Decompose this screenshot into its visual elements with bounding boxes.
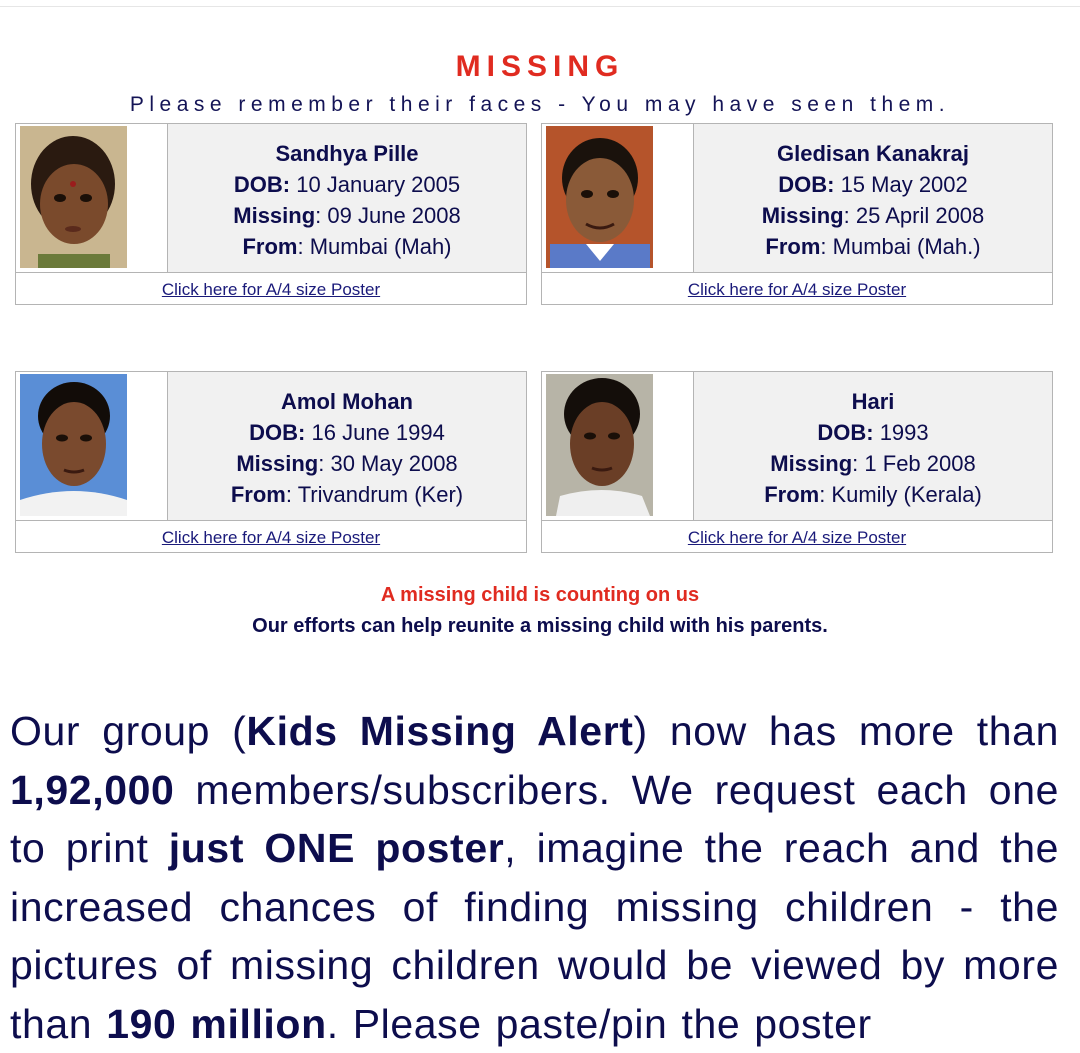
- child-missing-date: Missing: 25 April 2008: [761, 203, 985, 228]
- photo-cell: [542, 124, 694, 272]
- page-subtitle: Please remember their faces - You may have seen them.: [129, 93, 951, 116]
- child-dob: DOB: 15 May 2002: [778, 172, 968, 197]
- child-from: From: Mumbai (Mah.): [765, 234, 981, 259]
- missing-child-card-2: [541, 123, 1053, 305]
- child-dob: DOB: 16 June 1994: [249, 420, 445, 445]
- poster-link[interactable]: Click here for A/4 size Poster: [687, 280, 907, 299]
- child-from: From: Trivandrum (Ker): [230, 482, 464, 507]
- poster-row: [16, 272, 526, 306]
- child-info: [168, 124, 526, 272]
- child-from: From: Mumbai (Mah): [242, 234, 452, 259]
- child-info: [694, 372, 1052, 520]
- missing-child-card-1: [15, 123, 527, 305]
- poster-link[interactable]: Click here for A/4 size Poster: [161, 528, 381, 547]
- child-from: From: Kumily (Kerala): [764, 482, 982, 507]
- poster-link[interactable]: Click here for A/4 size Poster: [161, 280, 381, 299]
- child-name: Gledisan Kanakraj: [777, 141, 969, 166]
- poster-row: [542, 520, 1052, 554]
- appeal-subline: Our efforts can help reunite a missing child with his parents.: [252, 615, 828, 637]
- child-dob: DOB: 1993: [817, 420, 929, 445]
- child-photo: [20, 374, 127, 516]
- poster-link[interactable]: Click here for A/4 size Poster: [687, 528, 907, 547]
- child-name: Sandhya Pille: [275, 141, 419, 166]
- photo-cell: [16, 372, 168, 520]
- group-appeal-paragraph: Our group (Kids Missing Alert) now has more than 1,92,000 members/subscribers. We request each one to print just ONE poster, imagine the reach and the increased chances of finding missing children - the pictures of missing children would be viewed by more than 190 million. Please paste/pin the poster: [10, 708, 1059, 1047]
- child-name: Hari: [851, 389, 895, 414]
- child-missing-date: Missing: 09 June 2008: [233, 203, 461, 228]
- page-title: MISSING: [455, 50, 625, 83]
- missing-child-card-4: [541, 371, 1053, 553]
- poster-row: [542, 272, 1052, 306]
- child-info: [694, 124, 1052, 272]
- child-photo: [546, 126, 653, 268]
- missing-child-card-3: [15, 371, 527, 553]
- child-photo: [20, 126, 127, 268]
- top-divider: [0, 6, 1080, 7]
- photo-cell: [542, 372, 694, 520]
- child-info: [168, 372, 526, 520]
- appeal-headline: A missing child is counting on us: [380, 584, 700, 606]
- child-name: Amol Mohan: [281, 389, 413, 414]
- child-photo: [546, 374, 653, 516]
- child-dob: DOB: 10 January 2005: [233, 172, 461, 197]
- child-missing-date: Missing: 30 May 2008: [236, 451, 458, 476]
- poster-row: [16, 520, 526, 554]
- photo-cell: [16, 124, 168, 272]
- child-missing-date: Missing: 1 Feb 2008: [770, 451, 976, 476]
